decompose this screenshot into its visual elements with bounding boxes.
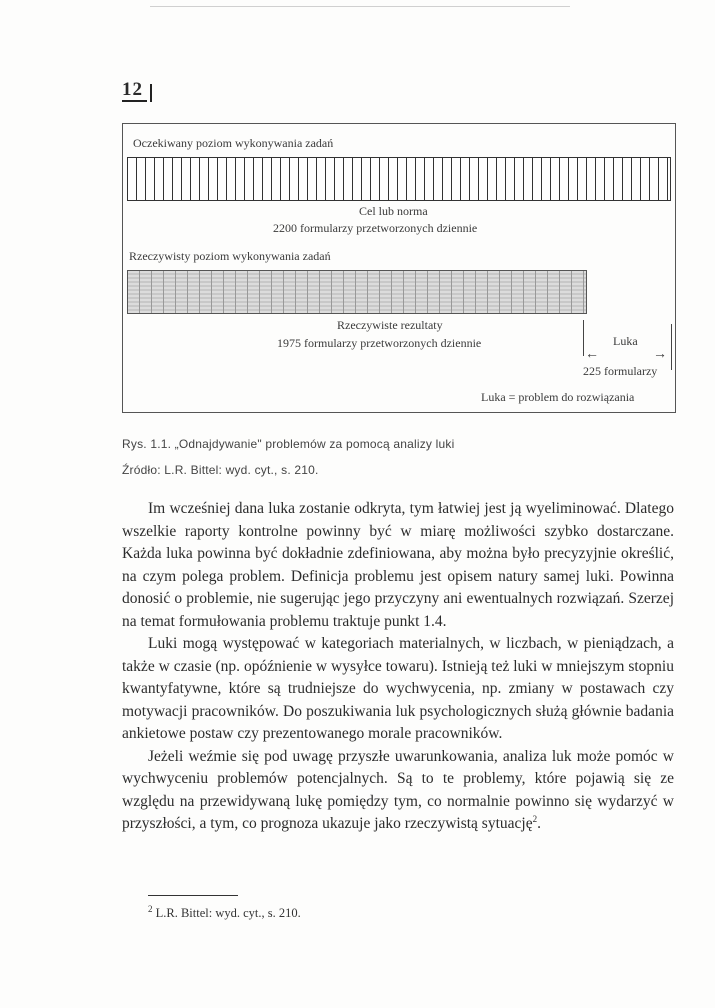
left-arrow-icon: ← [585,347,599,362]
actual-level-bar [127,270,587,314]
gap-value: 225 formularzy [583,364,658,378]
page-number: 12 [122,80,147,102]
figure-source: Źródło: L.R. Bittel: wyd. cyt., s. 210. [122,463,319,477]
figure-caption: Rys. 1.1. „Odnajdywanie" problemów za pomocą analizy luki [122,437,455,451]
page-number-mark [150,84,152,102]
footnote-text: L.R. Bittel: wyd. cyt., s. 210. [155,906,301,920]
paragraph: Im wcześniej dana luka zostanie odkryta, tym łatwiej jest ją wyeliminować. Dlatego wszelkie raporty kontrolne powinny być w miarę możliwości szybko dostarczane. Każda luka powinna być dokładnie zdefiniowana, aby można było precyzyjnie określić, na czym polega problem. Definicja problemu jest opisem natury samej luki. Powinna donosić o problemie, nie sugerując jego przyczyny ani ewentualnych rozwiązań. Szerzej na temat formułowania problemu traktuje punkt 1.4. [122,500,674,630]
paragraph: Jeżeli weźmie się pod uwagę przyszłe uwarunkowania, analiza luk może pomóc w wychwyceniu problemów potencjalnych. Są to te problemy, które pojawią się ze względu na przewidywaną lukę pomiędzy tym, co normalnie powinno się wydarzyć w przyszłości, a tym, co prognoza ukazuje jako rzeczywistą sytuację$^2$. [122,747,674,832]
expected-level-bar [127,157,671,201]
gap-right-marker [671,324,672,370]
body-text [122,498,674,836]
actual-results-label: Rzeczywiste rezultaty [337,318,443,332]
gap-analysis-figure [122,123,676,413]
expected-level-label: Oczekiwany poziom wykonywania zadań [133,136,334,150]
paragraph: Luki mogą występować w kategoriach materialnych, w liczbach, w pieniądzach, a także w czasie (np. opóźnienie w wysyłce towaru). Istnieją też luki w mniejszym stopniu kwantyfatywne, które są trudniejsze do wychwycenia, np. zmiany w postawach czy motywacji pracowników. Do poszukiwania luk psychologicznych służą głównie badania ankietowe postaw czy prezentowanego morale pracowników. [122,635,674,742]
gap-left-marker [583,320,584,356]
footnote-rule [148,895,238,896]
gap-label: Luka [613,334,638,348]
footnote-reference: 2 [532,813,538,824]
right-arrow-icon: → [653,347,667,362]
goal-label: Cel lub norma [359,204,428,218]
footnote-marker: 2 [148,903,153,914]
top-rule [150,6,570,7]
actual-value: 1975 formularzy przetworzonych dziennie [277,336,482,350]
actual-level-label: Rzeczywisty poziom wykonywania zadań [129,249,331,263]
gap-definition: Luka = problem do rozwiązania [481,390,635,404]
goal-value: 2200 formularzy przetworzonych dziennie [273,221,478,235]
footnote [148,903,301,921]
